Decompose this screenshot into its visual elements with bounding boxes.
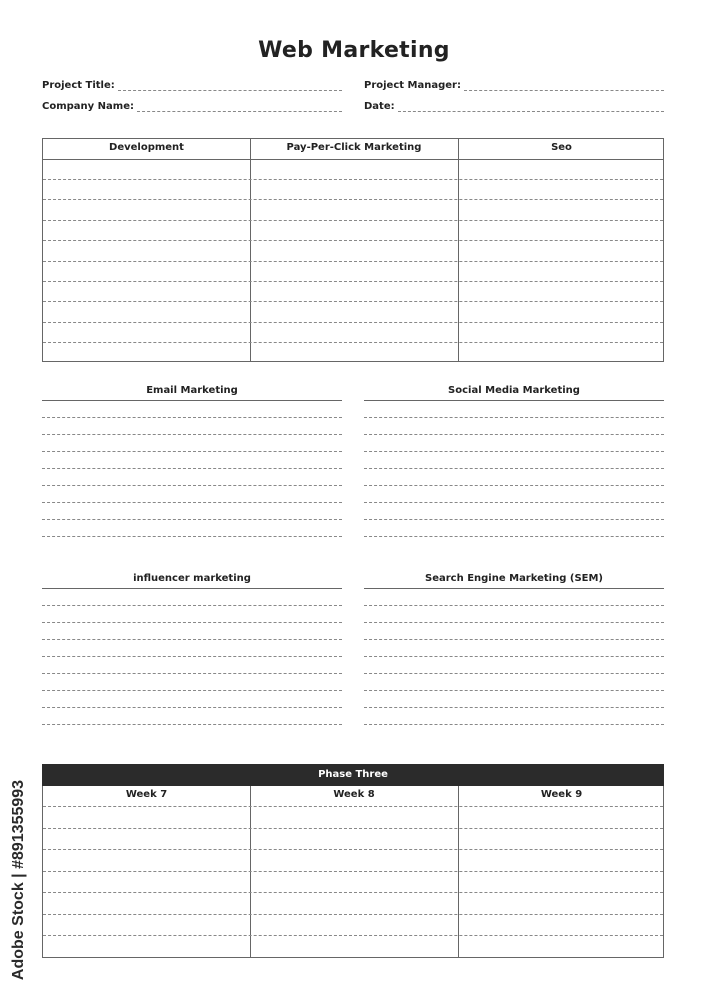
column-header-week-8: Week 8 <box>333 789 375 800</box>
writing-line <box>42 434 342 435</box>
writing-line <box>364 656 664 657</box>
writing-line <box>364 639 664 640</box>
writing-line <box>43 342 663 343</box>
date-label: Date: <box>364 101 395 112</box>
writing-line <box>43 240 663 241</box>
writing-line <box>364 673 664 674</box>
writing-line <box>364 690 664 691</box>
writing-line <box>42 468 342 469</box>
writing-line <box>364 707 664 708</box>
writing-line <box>43 199 663 200</box>
project-title-field[interactable] <box>42 80 342 91</box>
stock-watermark <box>4 765 34 995</box>
writing-line <box>43 828 663 829</box>
project-manager-label: Project Manager: <box>364 80 461 91</box>
phase-three-bar: Phase Three <box>42 764 664 786</box>
writing-line <box>364 605 664 606</box>
writing-line <box>43 220 663 221</box>
writing-line <box>42 690 342 691</box>
writing-line <box>42 724 342 725</box>
writing-line <box>42 622 342 623</box>
social-title-underline <box>364 400 664 401</box>
column-header-week-7: Week 7 <box>125 789 168 800</box>
writing-line <box>364 724 664 725</box>
writing-line <box>364 519 664 520</box>
influencer-title-underline <box>42 588 342 589</box>
writing-line <box>43 179 663 180</box>
writing-line <box>43 849 663 850</box>
writing-line <box>364 468 664 469</box>
column-divider <box>250 139 251 361</box>
sem-title: Search Engine Marketing (SEM) <box>425 573 603 584</box>
writing-line <box>42 605 342 606</box>
email-title-underline <box>42 400 342 401</box>
writing-line <box>364 485 664 486</box>
project-manager-line <box>464 81 664 91</box>
writing-line <box>42 707 342 708</box>
writing-line <box>43 322 663 323</box>
writing-line <box>364 451 664 452</box>
date-field[interactable] <box>364 101 664 112</box>
writing-line <box>43 914 663 915</box>
writing-line <box>42 639 342 640</box>
writing-line <box>364 502 664 503</box>
writing-line <box>364 417 664 418</box>
company-name-line <box>137 102 342 112</box>
header-divider <box>43 159 663 160</box>
writing-line <box>43 281 663 282</box>
writing-line <box>43 935 663 936</box>
writing-line <box>42 656 342 657</box>
writing-line <box>43 261 663 262</box>
sem-title-underline <box>364 588 664 589</box>
writing-line <box>364 434 664 435</box>
column-header-development: Development <box>109 142 184 153</box>
writing-line <box>43 871 663 872</box>
writing-line <box>42 536 342 537</box>
writing-line <box>364 622 664 623</box>
writing-line <box>43 806 663 807</box>
email-marketing-title: Email Marketing <box>146 385 238 396</box>
project-manager-field[interactable] <box>364 80 664 91</box>
column-header-seo: Seo <box>551 142 572 153</box>
page-title: Web Marketing <box>258 38 450 63</box>
company-name-label: Company Name: <box>42 101 134 112</box>
writing-line <box>42 417 342 418</box>
writing-line <box>42 519 342 520</box>
influencer-marketing-title: influencer marketing <box>133 573 251 584</box>
watermark-text: Adobe Stock | #891355993 <box>10 779 27 981</box>
writing-line <box>42 673 342 674</box>
column-divider <box>458 139 459 361</box>
writing-line <box>364 536 664 537</box>
writing-line <box>43 892 663 893</box>
top-table <box>42 138 664 362</box>
writing-line <box>42 451 342 452</box>
column-header-week-9: Week 9 <box>540 789 583 800</box>
project-title-line <box>118 81 342 91</box>
date-line <box>398 102 664 112</box>
writing-line <box>42 502 342 503</box>
project-title-label: Project Title: <box>42 80 115 91</box>
writing-line <box>42 485 342 486</box>
phase-table <box>42 786 664 958</box>
company-name-field[interactable] <box>42 101 342 112</box>
writing-line <box>43 301 663 302</box>
social-media-marketing-title: Social Media Marketing <box>448 385 580 396</box>
column-header-ppc: Pay-Per-Click Marketing <box>286 142 422 153</box>
